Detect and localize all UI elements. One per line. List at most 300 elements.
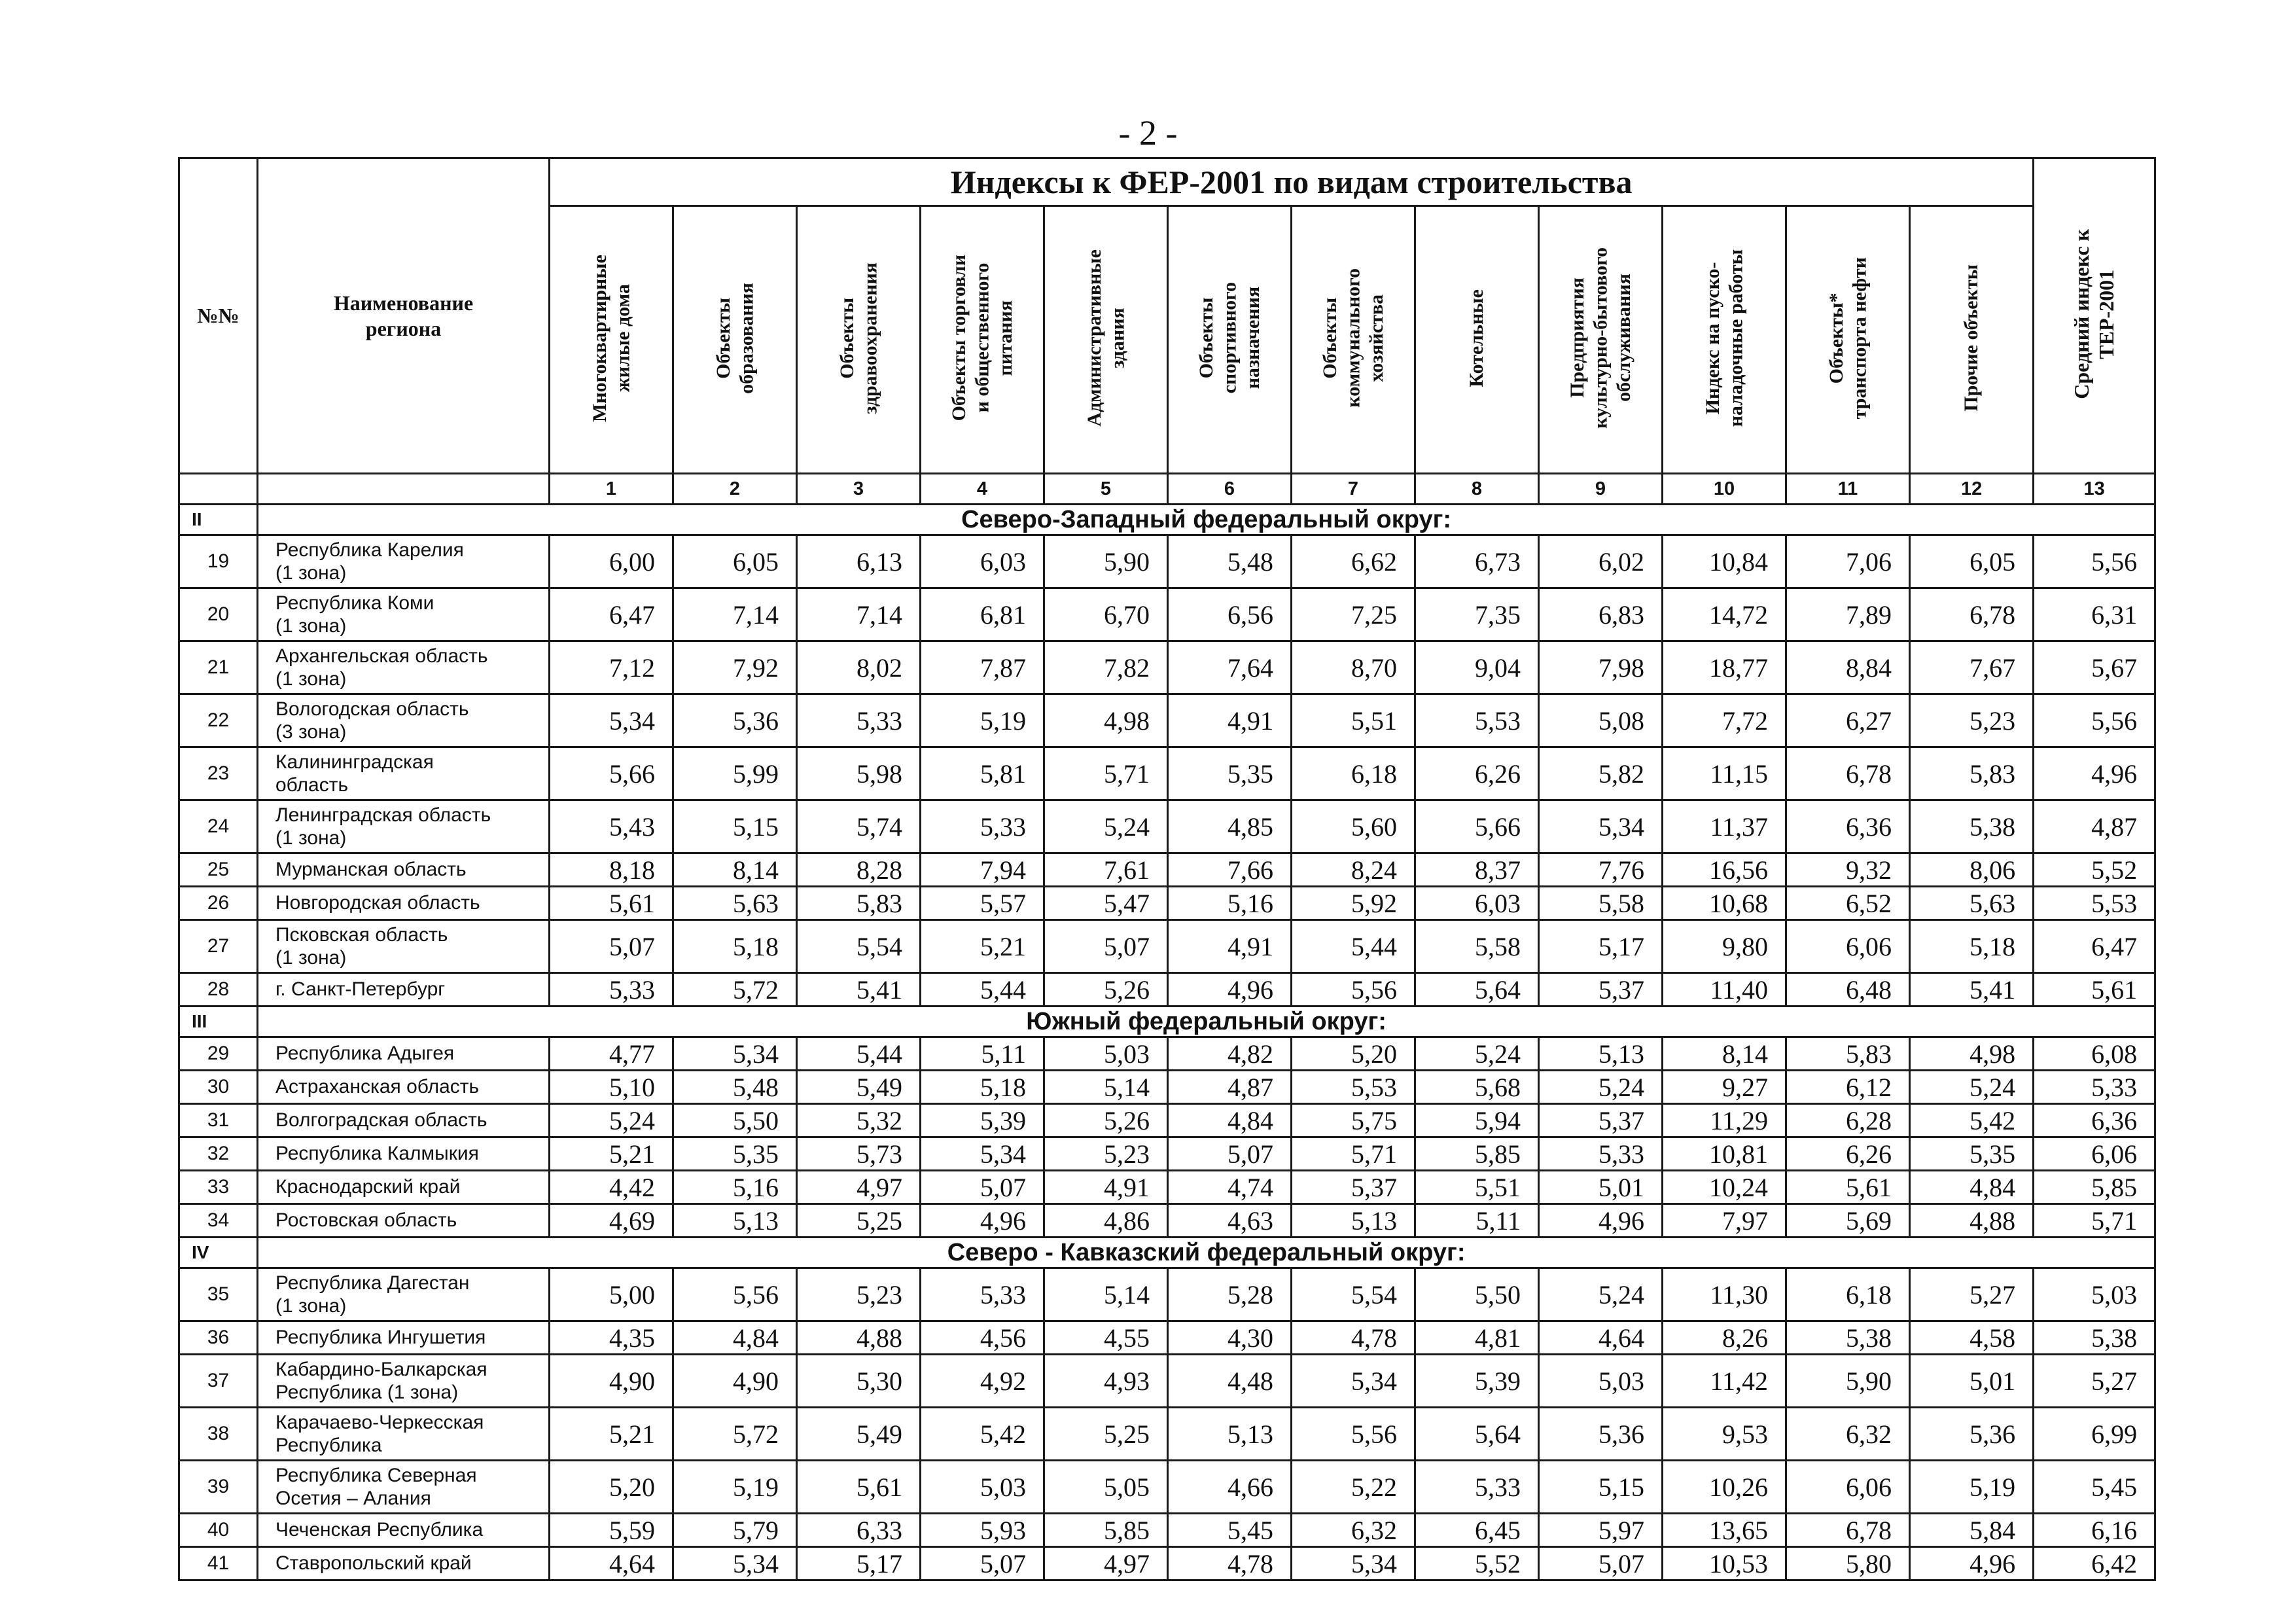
index-value: 6,83	[1539, 588, 1663, 641]
index-value: 9,80	[1663, 920, 1786, 973]
index-value: 5,13	[673, 1204, 797, 1238]
table-row	[179, 694, 2155, 747]
index-value: 5,03	[921, 1461, 1044, 1514]
index-value: 4,91	[1044, 1171, 1168, 1204]
row-number: 40	[179, 1514, 258, 1547]
index-value: 5,48	[1168, 535, 1292, 588]
index-value: 4,55	[1044, 1321, 1168, 1355]
index-value: 4,66	[1168, 1461, 1292, 1514]
index-value: 5,19	[1910, 1461, 2034, 1514]
index-value: 5,64	[1415, 1408, 1539, 1461]
index-value: 5,18	[921, 1071, 1044, 1104]
index-value: 5,28	[1168, 1268, 1292, 1321]
index-value: 5,18	[673, 920, 797, 973]
index-value: 5,33	[2034, 1071, 2155, 1104]
index-value: 5,00	[550, 1268, 673, 1321]
column-number-row	[179, 474, 2155, 505]
index-value: 6,13	[797, 535, 921, 588]
index-value: 11,40	[1663, 973, 1786, 1007]
index-value: 8,14	[673, 853, 797, 887]
column-number: 11	[1786, 474, 1910, 505]
region-name: Республика Карелия (1 зона)	[258, 535, 550, 588]
index-value: 4,88	[797, 1321, 921, 1355]
index-value: 4,63	[1168, 1204, 1292, 1238]
region-name: Вологодская область (3 зона)	[258, 694, 550, 747]
column-header-5	[1044, 206, 1168, 474]
index-value: 6,73	[1415, 535, 1539, 588]
index-value: 8,14	[1663, 1037, 1786, 1071]
index-value: 4,84	[1168, 1104, 1292, 1137]
index-value: 6,03	[1415, 887, 1539, 920]
table-row	[179, 887, 2155, 920]
index-value: 4,84	[1910, 1171, 2034, 1204]
index-value: 5,25	[1044, 1408, 1168, 1461]
index-value: 4,87	[2034, 800, 2155, 853]
region-name: Псковская область (1 зона)	[258, 920, 550, 973]
index-value: 4,90	[550, 1355, 673, 1408]
index-value: 11,15	[1663, 747, 1786, 800]
index-value: 5,92	[1292, 887, 1415, 920]
index-value: 5,49	[797, 1408, 921, 1461]
index-value: 10,68	[1663, 887, 1786, 920]
index-value: 5,20	[1292, 1037, 1415, 1071]
index-value: 5,37	[1539, 1104, 1663, 1137]
index-value: 5,80	[1786, 1547, 1910, 1580]
row-number: 19	[179, 535, 258, 588]
index-value: 5,61	[797, 1461, 921, 1514]
index-value: 4,96	[2034, 747, 2155, 800]
index-value: 5,34	[673, 1547, 797, 1580]
index-value: 5,20	[550, 1461, 673, 1514]
index-value: 5,41	[797, 973, 921, 1007]
index-value: 7,06	[1786, 535, 1910, 588]
index-value: 5,90	[1786, 1355, 1910, 1408]
region-name: Ростовская область	[258, 1204, 550, 1238]
index-value: 5,17	[1539, 920, 1663, 973]
table-row	[179, 1037, 2155, 1071]
index-value: 5,54	[797, 920, 921, 973]
index-value: 5,74	[797, 800, 921, 853]
index-value: 5,67	[2034, 641, 2155, 694]
index-value: 5,79	[673, 1514, 797, 1547]
index-value: 9,04	[1415, 641, 1539, 694]
index-value: 5,72	[673, 973, 797, 1007]
column-header-1	[550, 206, 673, 474]
column-number: 2	[673, 474, 797, 505]
row-number: 23	[179, 747, 258, 800]
index-value: 6,06	[1786, 920, 1910, 973]
index-value: 5,37	[1539, 973, 1663, 1007]
index-value: 4,30	[1168, 1321, 1292, 1355]
index-value: 6,18	[1786, 1268, 1910, 1321]
table-row	[179, 1071, 2155, 1104]
index-value: 5,64	[1415, 973, 1539, 1007]
row-number: 22	[179, 694, 258, 747]
index-value: 7,64	[1168, 641, 1292, 694]
row-number: 38	[179, 1408, 258, 1461]
column-header-6	[1168, 206, 1292, 474]
row-number: 41	[179, 1547, 258, 1580]
index-value: 5,11	[1415, 1204, 1539, 1238]
region-name: Республика Ингушетия	[258, 1321, 550, 1355]
index-value: 5,07	[921, 1171, 1044, 1204]
index-value: 5,44	[1292, 920, 1415, 973]
index-value: 8,24	[1292, 853, 1415, 887]
index-value: 4,84	[673, 1321, 797, 1355]
index-value: 5,34	[1292, 1355, 1415, 1408]
index-value: 6,36	[1786, 800, 1910, 853]
index-value: 4,85	[1168, 800, 1292, 853]
index-value: 5,03	[1044, 1037, 1168, 1071]
index-value: 8,84	[1786, 641, 1910, 694]
column-number: 5	[1044, 474, 1168, 505]
index-value: 5,33	[1415, 1461, 1539, 1514]
index-value: 5,93	[921, 1514, 1044, 1547]
index-value: 5,52	[2034, 853, 2155, 887]
indices-table	[178, 157, 2156, 1581]
index-value: 5,85	[1415, 1137, 1539, 1171]
region-name: Кабардино-Балкарская Республика (1 зона)	[258, 1355, 550, 1408]
row-number: 36	[179, 1321, 258, 1355]
index-value: 6,06	[2034, 1137, 2155, 1171]
index-value: 11,30	[1663, 1268, 1786, 1321]
index-value: 5,33	[797, 694, 921, 747]
column-header-3	[797, 206, 921, 474]
index-value: 5,13	[1292, 1204, 1415, 1238]
index-value: 4,78	[1168, 1547, 1292, 1580]
group-header-title: Индексы к ФЕР-2001 по видам строительства	[550, 158, 2034, 206]
index-value: 5,05	[1044, 1461, 1168, 1514]
row-number: 28	[179, 973, 258, 1007]
index-value: 6,62	[1292, 535, 1415, 588]
index-value: 5,36	[673, 694, 797, 747]
index-value: 5,45	[1168, 1514, 1292, 1547]
column-header-label: Объекты коммунального хозяйства	[1318, 268, 1387, 408]
index-value: 5,43	[550, 800, 673, 853]
index-value: 4,92	[921, 1355, 1044, 1408]
column-number: 3	[797, 474, 921, 505]
index-value: 5,27	[2034, 1355, 2155, 1408]
column-header-label: Объекты спортивного назначения	[1195, 282, 1263, 394]
region-name: Чеченская Республика	[258, 1514, 550, 1547]
index-value: 5,34	[673, 1037, 797, 1071]
index-value: 6,12	[1786, 1071, 1910, 1104]
index-value: 4,56	[921, 1321, 1044, 1355]
region-name: Республика Адыгея	[258, 1037, 550, 1071]
index-value: 5,33	[921, 1268, 1044, 1321]
index-value: 5,82	[1539, 747, 1663, 800]
index-value: 5,38	[1786, 1321, 1910, 1355]
index-value: 5,68	[1415, 1071, 1539, 1104]
section-header-row	[179, 1007, 2155, 1037]
index-value: 5,61	[2034, 973, 2155, 1007]
index-value: 5,53	[1292, 1071, 1415, 1104]
index-value: 5,24	[550, 1104, 673, 1137]
table-row	[179, 1171, 2155, 1204]
index-value: 6,48	[1786, 973, 1910, 1007]
index-value: 9,32	[1786, 853, 1910, 887]
index-value: 4,74	[1168, 1171, 1292, 1204]
index-value: 7,97	[1663, 1204, 1786, 1238]
row-number: 26	[179, 887, 258, 920]
index-value: 6,78	[1786, 1514, 1910, 1547]
index-value: 6,00	[550, 535, 673, 588]
index-value: 5,25	[797, 1204, 921, 1238]
section-header-row	[179, 505, 2155, 535]
index-value: 5,51	[1292, 694, 1415, 747]
index-value: 14,72	[1663, 588, 1786, 641]
region-name: Республика Дагестан (1 зона)	[258, 1268, 550, 1321]
index-value: 8,37	[1415, 853, 1539, 887]
index-value: 5,36	[1539, 1408, 1663, 1461]
region-name: Республика Калмыкия	[258, 1137, 550, 1171]
index-value: 5,07	[1168, 1137, 1292, 1171]
row-number: 34	[179, 1204, 258, 1238]
index-value: 4,64	[550, 1547, 673, 1580]
index-value: 5,66	[550, 747, 673, 800]
index-value: 5,19	[921, 694, 1044, 747]
index-value: 6,42	[2034, 1547, 2155, 1580]
index-value: 5,23	[1910, 694, 2034, 747]
index-value: 8,18	[550, 853, 673, 887]
index-value: 6,32	[1292, 1514, 1415, 1547]
index-value: 5,35	[1168, 747, 1292, 800]
index-value: 5,85	[2034, 1171, 2155, 1204]
index-value: 5,71	[1292, 1137, 1415, 1171]
index-value: 5,90	[1044, 535, 1168, 588]
index-value: 7,14	[797, 588, 921, 641]
column-number: 8	[1415, 474, 1539, 505]
index-value: 6,32	[1786, 1408, 1910, 1461]
index-value: 5,19	[673, 1461, 797, 1514]
index-value: 5,60	[1292, 800, 1415, 853]
index-value: 5,81	[921, 747, 1044, 800]
column-header-11	[1786, 206, 1910, 474]
index-value: 5,07	[1044, 920, 1168, 973]
index-value: 6,26	[1786, 1137, 1910, 1171]
index-value: 6,45	[1415, 1514, 1539, 1547]
index-value: 7,98	[1539, 641, 1663, 694]
column-header-label: Индекс на пуско- наладочные работы	[1701, 249, 1746, 427]
index-value: 5,50	[1415, 1268, 1539, 1321]
index-value: 4,78	[1292, 1321, 1415, 1355]
column-number: 7	[1292, 474, 1415, 505]
index-value: 4,97	[797, 1171, 921, 1204]
index-value: 5,42	[1910, 1104, 2034, 1137]
index-value: 5,16	[1168, 887, 1292, 920]
index-value: 5,33	[921, 800, 1044, 853]
index-value: 5,32	[797, 1104, 921, 1137]
index-value: 5,35	[673, 1137, 797, 1171]
region-name: Карачаево-Черкесская Республика	[258, 1408, 550, 1461]
index-value: 6,47	[2034, 920, 2155, 973]
index-value: 10,24	[1663, 1171, 1786, 1204]
index-value: 8,26	[1663, 1321, 1786, 1355]
index-value: 5,22	[1292, 1461, 1415, 1514]
index-value: 5,01	[1539, 1171, 1663, 1204]
index-value: 5,33	[550, 973, 673, 1007]
table-row	[179, 1321, 2155, 1355]
index-value: 5,15	[673, 800, 797, 853]
index-value: 5,13	[1168, 1408, 1292, 1461]
index-value: 6,78	[1786, 747, 1910, 800]
table-row	[179, 1204, 2155, 1238]
index-value: 5,52	[1415, 1547, 1539, 1580]
index-value: 7,92	[673, 641, 797, 694]
row-number: 31	[179, 1104, 258, 1137]
index-value: 5,33	[1539, 1137, 1663, 1171]
index-value: 4,96	[1539, 1204, 1663, 1238]
index-value: 5,24	[1539, 1071, 1663, 1104]
index-value: 6,03	[921, 535, 1044, 588]
index-value: 10,81	[1663, 1137, 1786, 1171]
index-value: 7,67	[1910, 641, 2034, 694]
index-value: 5,30	[797, 1355, 921, 1408]
index-value: 7,76	[1539, 853, 1663, 887]
row-number: 20	[179, 588, 258, 641]
index-value: 5,07	[1539, 1547, 1663, 1580]
index-value: 5,24	[1539, 1268, 1663, 1321]
table-row	[179, 800, 2155, 853]
column-header-label: Средний индекс к ТЕР-2001	[2069, 229, 2118, 399]
index-value: 4,96	[1910, 1547, 2034, 1580]
index-value: 6,70	[1044, 588, 1168, 641]
index-value: 5,10	[550, 1071, 673, 1104]
index-value: 8,70	[1292, 641, 1415, 694]
row-number: 21	[179, 641, 258, 694]
index-value: 7,89	[1786, 588, 1910, 641]
index-value: 4,91	[1168, 694, 1292, 747]
index-value: 8,06	[1910, 853, 2034, 887]
table-row	[179, 1514, 2155, 1547]
row-number: 25	[179, 853, 258, 887]
table-row	[179, 1268, 2155, 1321]
index-value: 4,91	[1168, 920, 1292, 973]
index-value: 4,98	[1910, 1037, 2034, 1071]
index-value: 5,99	[673, 747, 797, 800]
index-value: 6,47	[550, 588, 673, 641]
column-header-2	[673, 206, 797, 474]
index-value: 6,02	[1539, 535, 1663, 588]
index-value: 4,42	[550, 1171, 673, 1204]
index-value: 7,82	[1044, 641, 1168, 694]
index-value: 5,03	[2034, 1268, 2155, 1321]
table-body	[179, 505, 2155, 1580]
section-id: III	[179, 1007, 258, 1037]
index-value: 6,16	[2034, 1514, 2155, 1547]
index-value: 4,58	[1910, 1321, 2034, 1355]
index-value: 5,56	[1292, 973, 1415, 1007]
row-number: 30	[179, 1071, 258, 1104]
index-value: 4,96	[921, 1204, 1044, 1238]
index-value: 5,72	[673, 1408, 797, 1461]
index-value: 4,69	[550, 1204, 673, 1238]
column-header-label: Объекты здравоохранения	[836, 262, 881, 414]
index-value: 5,18	[1910, 920, 2034, 973]
row-number: 39	[179, 1461, 258, 1514]
index-value: 5,21	[550, 1137, 673, 1171]
index-value: 5,56	[2034, 694, 2155, 747]
index-value: 5,57	[921, 887, 1044, 920]
index-value: 4,97	[1044, 1547, 1168, 1580]
section-id: II	[179, 505, 258, 535]
index-value: 5,44	[797, 1037, 921, 1071]
index-value: 5,14	[1044, 1268, 1168, 1321]
index-value: 4,82	[1168, 1037, 1292, 1071]
index-value: 5,34	[550, 694, 673, 747]
index-value: 5,42	[921, 1408, 1044, 1461]
index-value: 5,69	[1786, 1204, 1910, 1238]
index-value: 7,94	[921, 853, 1044, 887]
region-name: Новгородская область	[258, 887, 550, 920]
index-value: 5,23	[1044, 1137, 1168, 1171]
index-value: 5,38	[1910, 800, 2034, 853]
region-name: Калининградская область	[258, 747, 550, 800]
index-value: 6,52	[1786, 887, 1910, 920]
index-value: 5,21	[550, 1408, 673, 1461]
index-value: 5,61	[550, 887, 673, 920]
index-value: 5,61	[1786, 1171, 1910, 1204]
row-number: 32	[179, 1137, 258, 1171]
column-header-region	[258, 158, 550, 474]
index-value: 13,65	[1663, 1514, 1786, 1547]
index-value: 5,83	[1910, 747, 2034, 800]
column-header-label: Многоквартирные жилые дома	[588, 254, 633, 422]
index-value: 5,71	[2034, 1204, 2155, 1238]
section-title: Северо - Кавказский федеральный округ:	[258, 1238, 2155, 1268]
column-number: 6	[1168, 474, 1292, 505]
index-value: 4,90	[673, 1355, 797, 1408]
section-title: Северо-Западный федеральный округ:	[258, 505, 2155, 535]
table-row	[179, 1461, 2155, 1514]
row-number: 29	[179, 1037, 258, 1071]
index-value: 5,54	[1292, 1268, 1415, 1321]
index-value: 5,44	[921, 973, 1044, 1007]
index-value: 5,17	[797, 1547, 921, 1580]
column-number-blank-2	[258, 474, 550, 505]
index-value: 5,51	[1415, 1171, 1539, 1204]
index-value: 5,34	[921, 1137, 1044, 1171]
index-value: 6,28	[1786, 1104, 1910, 1137]
index-value: 10,84	[1663, 535, 1786, 588]
row-number: 33	[179, 1171, 258, 1204]
index-value: 5,84	[1910, 1514, 2034, 1547]
index-value: 5,13	[1539, 1037, 1663, 1071]
column-header-label: Котельные	[1466, 289, 1488, 387]
index-value: 6,81	[921, 588, 1044, 641]
table-row	[179, 1408, 2155, 1461]
index-value: 6,31	[2034, 588, 2155, 641]
index-value: 5,73	[797, 1137, 921, 1171]
index-value: 6,26	[1415, 747, 1539, 800]
index-value: 5,23	[797, 1268, 921, 1321]
index-value: 6,05	[1910, 535, 2034, 588]
region-name: Волгоградская область	[258, 1104, 550, 1137]
index-value: 6,56	[1168, 588, 1292, 641]
index-value: 5,85	[1044, 1514, 1168, 1547]
table-row	[179, 1547, 2155, 1580]
column-header-label: Прочие объекты	[1960, 264, 1983, 412]
index-value: 7,14	[673, 588, 797, 641]
index-value: 5,39	[1415, 1355, 1539, 1408]
column-number: 12	[1910, 474, 2034, 505]
index-value: 5,59	[550, 1514, 673, 1547]
column-header-number: №№	[179, 158, 258, 474]
index-value: 5,21	[921, 920, 1044, 973]
column-number: 4	[921, 474, 1044, 505]
table-row	[179, 535, 2155, 588]
index-value: 5,58	[1539, 887, 1663, 920]
